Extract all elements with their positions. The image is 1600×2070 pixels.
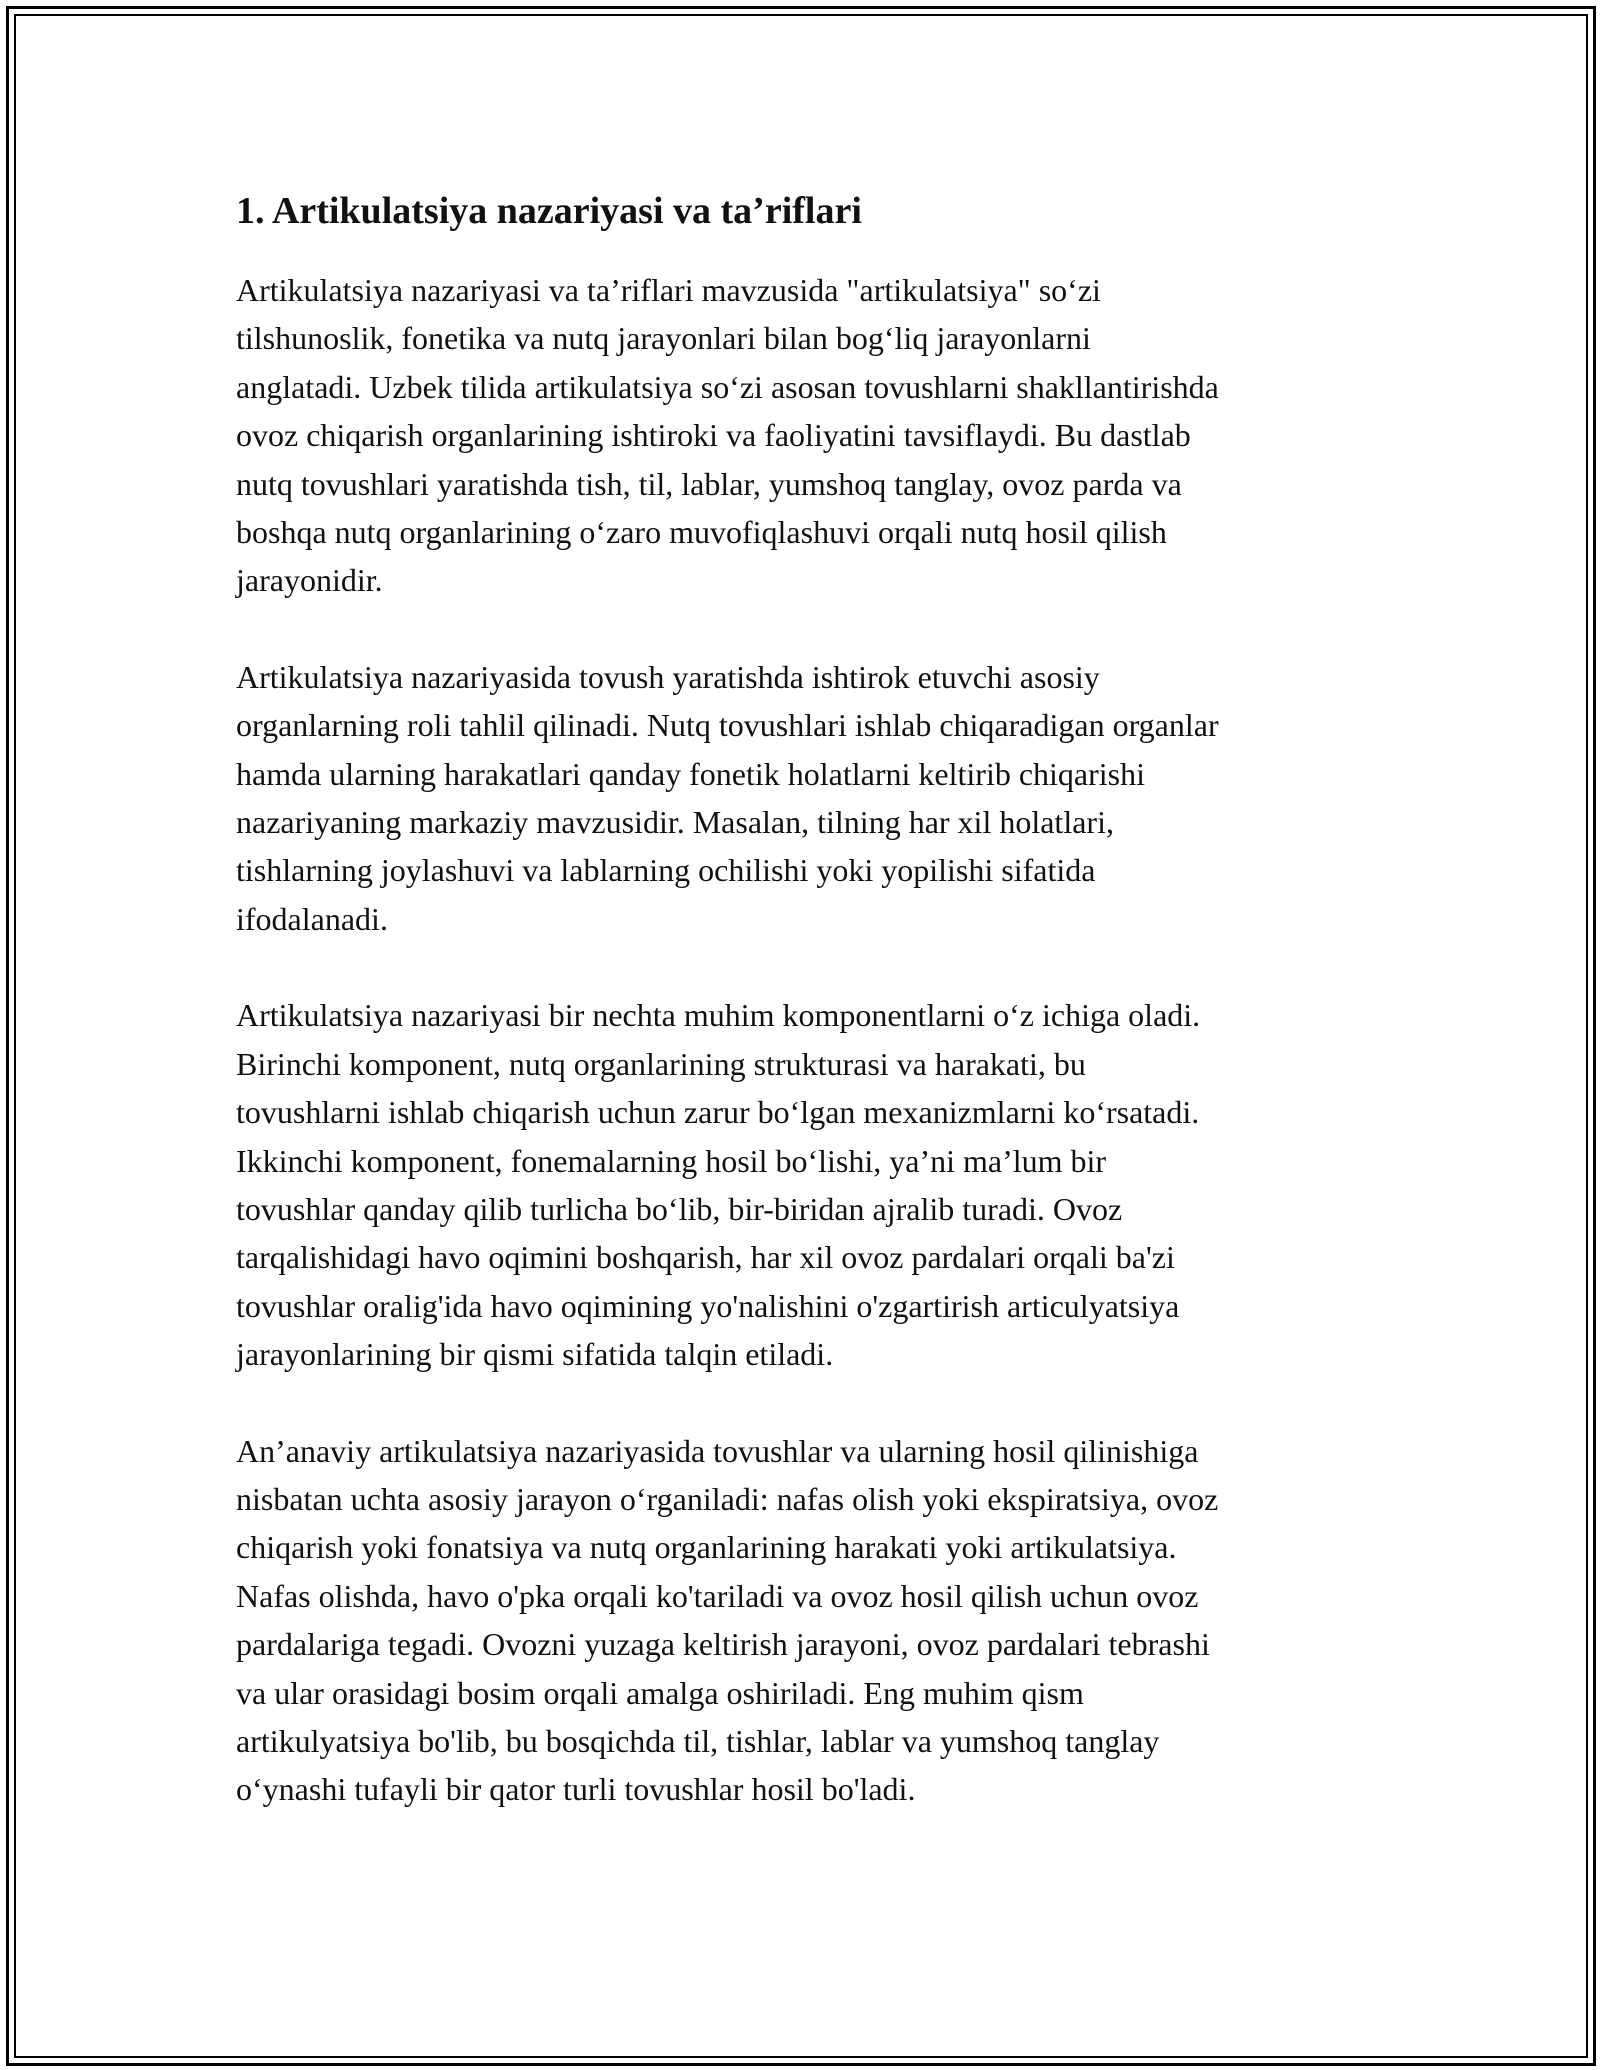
text-line: Nafas olishda, havo o'pka orqali ko'tariladi va ovoz hosil qilish uchun ovoz (236, 1577, 1199, 1614)
text-line: o‘ynashi tufayli bir qator turli tovushlar hosil bo'ladi. (236, 1771, 916, 1808)
text-line: nutq tovushlari yaratishda tish, til, lablar, yumshoq tanglay, ovoz parda va (236, 465, 1182, 502)
text-line: Artikulatsiya nazariyasi va ta’riflari mavzusida "artikulatsiya" so‘zi (236, 272, 1101, 308)
text-line: ifodalanadi. (236, 900, 388, 937)
text-line: tovushlar oralig'ida havo oqimining yo'nalishini o'zgartirish articulyatsiya (236, 1287, 1180, 1324)
text-line: boshqa nutq organlarining o‘zaro muvofiqlashuvi orqali nutq hosil qilish (236, 514, 1167, 551)
text-line: artikulyatsiya bo'lib, bu bosqichda til, tishlar, lablar va yumshoq tanglay (236, 1722, 1160, 1759)
paragraph-2 (236, 653, 1376, 943)
text-line: Artikulatsiya nazariyasi bir nechta muhim komponentlarni o‘z ichiga oladi. (236, 997, 1201, 1034)
section-heading: 1. Artikulatsiya nazariyasi va ta’riflari (236, 190, 862, 232)
text-line: Ikkinchi komponent, fonemalarning hosil bo‘lishi, ya’ni ma’lum bir (236, 1142, 1107, 1179)
text-line: jarayonidir. (236, 562, 383, 599)
paragraph-3 (236, 991, 1376, 1378)
document-body (236, 186, 1376, 1862)
text-line: nisbatan uchta asosiy jarayon o‘rganiladi: nafas olish yoki ekspiratsiya, ovoz (236, 1480, 1219, 1517)
text-line: chiqarish yoki fonatsiya va nutq organlarining harakati yoki artikulatsiya. (236, 1529, 1177, 1566)
text-line: organlarning roli tahlil qilinadi. Nutq tovushlari ishlab chiqaradigan organlar (236, 707, 1219, 744)
text-line: nazariyaning markaziy mavzusidir. Masalan, tilning har xil holatlari, (236, 804, 1114, 841)
text-line: tarqalishidagi havo oqimini boshqarish, har xil ovoz pardalari orqali ba'zi (236, 1239, 1175, 1276)
paragraph-1 (236, 266, 1376, 605)
text-line: va ular orasidagi bosim orqali amalga oshiriladi. Eng muhim qism (236, 1674, 1084, 1711)
paragraph-4 (236, 1427, 1376, 1814)
text-line: tilshunoslik, fonetika va nutq jarayonlari bilan bog‘liq jarayonlarni (236, 320, 1091, 357)
text-line: tovushlar qanday qilib turlicha bo‘lib, bir-biridan ajralib turadi. Ovoz (236, 1190, 1123, 1227)
text-line: Birinchi komponent, nutq organlarining strukturasi va harakati, bu (236, 1045, 1086, 1082)
text-line: tishlarning joylashuvi va lablarning ochilishi yoki yopilishi sifatida (236, 852, 1096, 889)
text-line: Artikulatsiya nazariyasida tovush yaratishda ishtirok etuvchi asosiy (236, 658, 1100, 695)
text-line: An’anaviy artikulatsiya nazariyasida tovushlar va ularning hosil qilinishiga (236, 1432, 1199, 1469)
text-line: jarayonlarining bir qismi sifatida talqin etiladi. (236, 1336, 834, 1373)
text-line: anglatadi. Uzbek tilida artikulatsiya so‘zi asosan tovushlarni shakllantirishda (236, 368, 1219, 405)
text-line: hamda ularning harakatlari qanday fonetik holatlarni keltirib chiqarishi (236, 755, 1146, 792)
text-line: pardalariga tegadi. Ovozni yuzaga keltirish jarayoni, ovoz pardalari tebrashi (236, 1626, 1210, 1663)
text-line: tovushlarni ishlab chiqarish uchun zarur bo‘lgan mexanizmlarni ko‘rsatadi. (236, 1094, 1200, 1131)
text-line: ovoz chiqarish organlarining ishtiroki va faoliyatini tavsiflaydi. Bu dastlab (236, 417, 1191, 454)
